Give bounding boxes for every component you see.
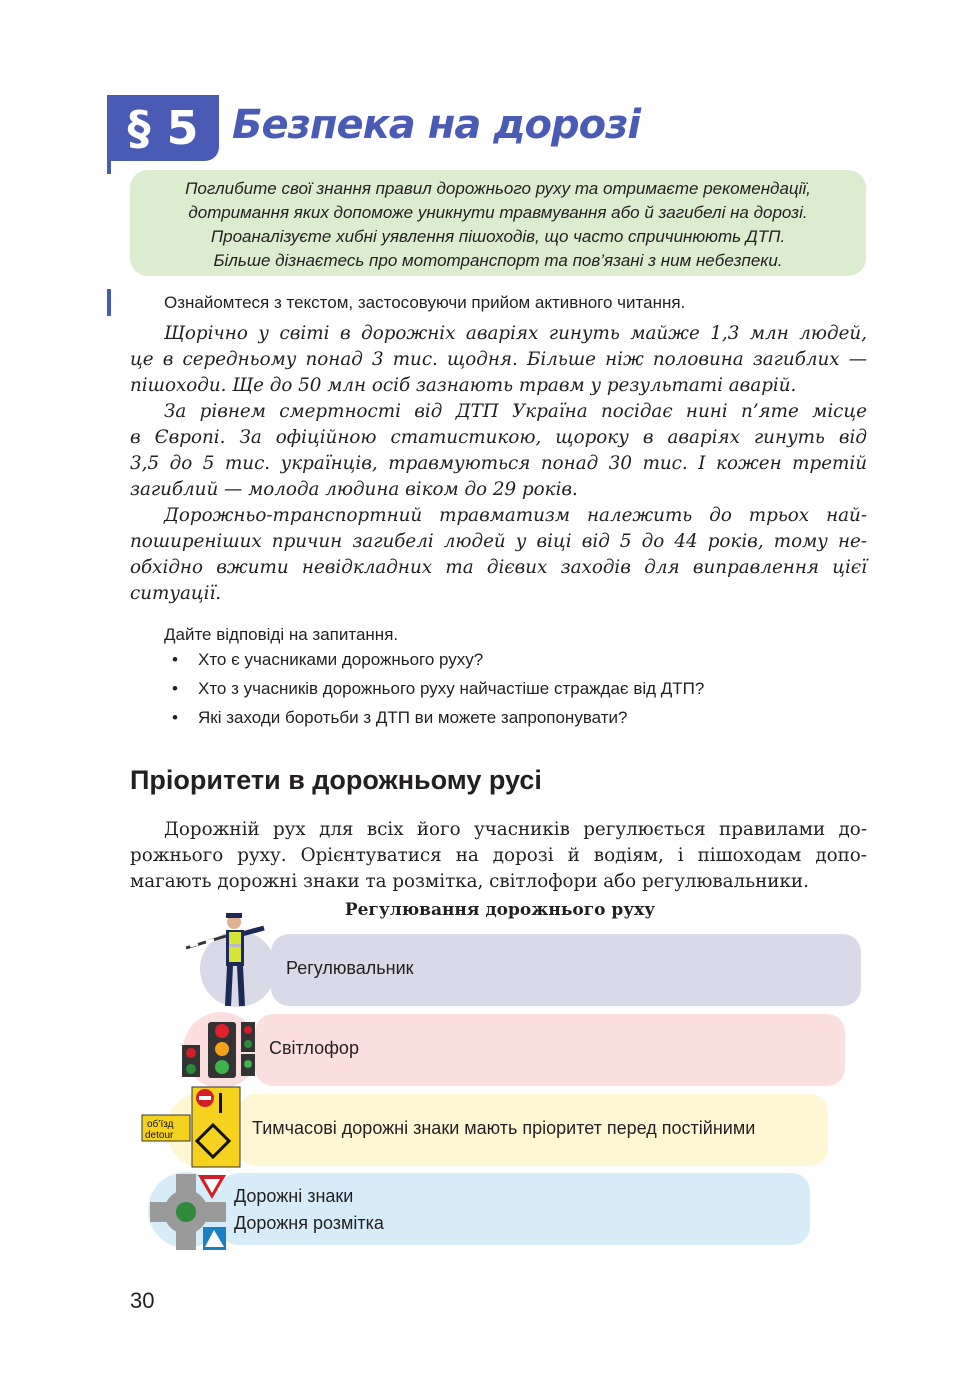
text-line: Дорожньо-транспортний травматизм належить до трьох най- [164, 505, 867, 526]
detour-sign-text: detour [145, 1130, 174, 1141]
question-item: • Які заходи боротьби з ДТП ви можете запропонувати? [172, 708, 628, 727]
text-line: За рівнем смертності від ДТП Україна посідає нині п’яте місце [164, 401, 867, 422]
diagram-title: Регулювання дорожнього руху [344, 900, 656, 920]
text-line: загиблий — молода людина віком до 29 років. [130, 479, 578, 500]
question-item: • Хто є учасниками дорожнього руху? [172, 650, 484, 669]
bullet-icon: • [172, 679, 178, 698]
bullet-icon: • [172, 708, 178, 727]
temporary-sign-icon [137, 1085, 247, 1170]
section-paragraph [130, 817, 867, 895]
level-signs-markings: Дорожні знаки Дорожня розмітка [220, 1173, 810, 1245]
traffic-light-icon [181, 1020, 259, 1080]
page-number: 30 [130, 1288, 155, 1313]
text-line: поширеніших причин загибелі людей у віці від 5 до 44 років, тому не- [130, 531, 867, 552]
text-line: магають дорожні знаки та розмітка, світлофори або регулювальники. [130, 871, 809, 892]
goal-line: Проаналізуєте хибні уявлення пішоходів, що часто спричинюють ДТП. [210, 227, 786, 246]
text-line: рожнього руху. Орієнтуватися на дорозі й водіям, і пішоходам допо- [130, 845, 867, 866]
goal-line: Більше дізнаєтесь про мототранспорт та пов’язані з ним небезпеки. [213, 251, 783, 270]
detour-sign-text: об’їзд [147, 1119, 174, 1130]
reading-instruction: Ознайомтеся з текстом, застосовуючи прийом активного читання. [164, 293, 686, 312]
level-temporary-signs: Тимчасові дорожні знаки мають пріоритет перед постійними [238, 1094, 828, 1166]
fact-paragraph [130, 321, 867, 399]
traffic-officer-icon [184, 910, 274, 1010]
text-line: обхідно вжити невідкладних та дієвих заходів для виправлення цієї [130, 557, 867, 578]
badge-tick [107, 150, 111, 174]
paragraph-badge: § 5 [107, 95, 219, 161]
text-line: це в середньому понад 3 тис. щодня. Більше ніж половина загиблих — [130, 349, 867, 370]
fact-paragraph [130, 399, 867, 503]
text-line: ситуації. [130, 583, 222, 604]
section-title: Пріоритети в дорожньому русі [130, 765, 542, 795]
text-line: в Європі. За офіційною статистикою, щороку в аваріях гинуть від [130, 427, 867, 448]
question-item: • Хто з учасників дорожнього руху найчастіше страждає від ДТП? [172, 679, 705, 698]
roundabout-icon [148, 1172, 230, 1254]
text-line: Щорічно у світі в дорожніх аваріях гинуть майже 1,3 млн людей, [164, 323, 867, 344]
goal-line: дотримання яких допоможе уникнути травмування або й загибелі на дорозі. [188, 203, 808, 222]
level-officer: Регулювальник [271, 934, 861, 1006]
text-line: Дорожній рух для всіх його учасників регулюється правилами до- [164, 819, 867, 840]
text-line: 3,5 до 5 тис. українців, травмуються понад 30 тис. І кожен третій [130, 453, 867, 474]
task-marker [107, 289, 111, 316]
fact-paragraph [130, 503, 867, 607]
question-list [172, 650, 704, 737]
text-line: пішоходи. Ще до 50 млн осіб зазнають травм у результаті аварій. [130, 375, 797, 396]
goal-line: Поглибите свої знання правил дорожнього руху та отримаєте рекомендації, [185, 179, 811, 198]
answer-instruction: Дайте відповіді на запитання. [164, 625, 399, 644]
learning-goals-box [130, 170, 866, 276]
page-title: Безпека на дорозі [232, 102, 641, 148]
bullet-icon: • [172, 650, 178, 669]
level-traffic-light: Світлофор [255, 1014, 845, 1086]
